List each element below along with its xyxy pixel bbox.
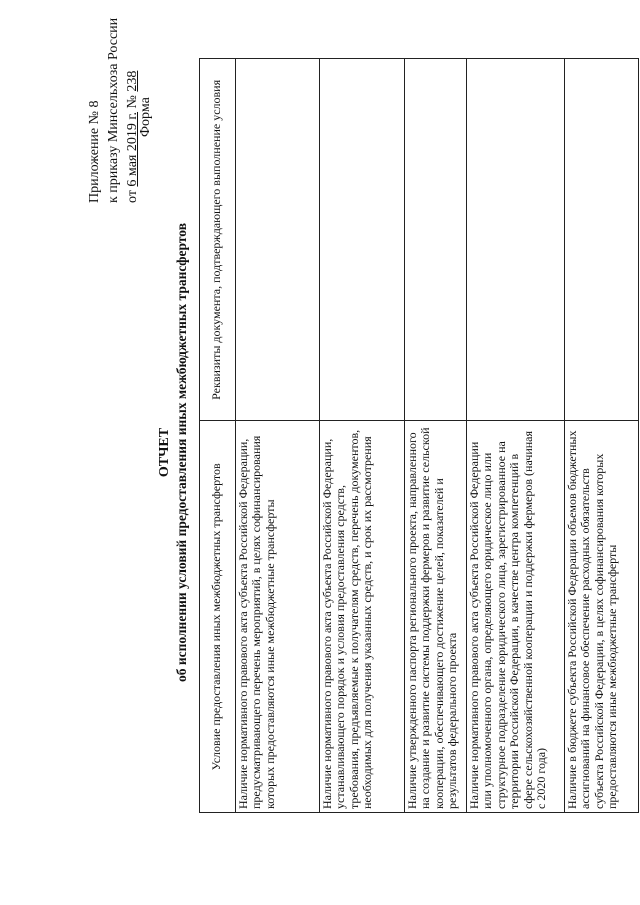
annex-date: 6 мая 2019 г. [125,111,140,187]
table-header-row [200,59,236,813]
requisites-cell [467,59,565,421]
header-requisites: Реквизиты документа, подтверждающего выполнение условия [200,59,236,421]
condition-cell: Наличие нормативного правового акта субъекта Российской Федерации или уполномоченного органа, определяющего юридическое лицо или структурное подразделение юридического лица, зарегистрированное на территории Российской Федерации, в качестве центра компетенций в сфере сельскохозяйственной кооперации и поддержки фермеров (начиная с 2020 года) [467,420,565,812]
table-row [467,59,565,813]
conditions-table [199,58,639,813]
report-title: ОТЧЕТ [157,427,172,478]
condition-cell: Наличие нормативного правового акта субъекта Российской Федерации, устанавливающего порядок и условия предоставления средств, требования, предъявляемые к получателям средств, перечень документов, необходимых для получения указанных средств, и срок их рассмотрения [320,420,405,812]
report-subtitle: об исполнении условий предоставления иных межбюджетных трансфертов [174,223,189,683]
requisites-cell [320,59,405,421]
annex-number: 238 [125,70,140,92]
annex-line-1: Приложение № 8 [87,100,102,203]
annex-from: от [125,190,140,203]
requisites-cell [405,59,467,421]
annex-no-sign: № [125,95,140,109]
table-row [320,59,405,813]
requisites-cell [236,59,320,421]
condition-cell: Наличие в бюджете субъекта Российской Федерации объемов бюджетных ассигнований на финансовое обеспечение расходных обязательств субъекта Российской Федерации, в целях софинансирования которых предоставляются иные межбюджетные трансферты [565,420,639,812]
table-row [405,59,467,813]
table-row [236,59,320,813]
condition-cell: Наличие нормативного правового акта субъекта Российской Федерации, предусматривающего перечень мероприятий, в целях софинансирования которых предоставляются иные межбюджетные трансферты [236,420,320,812]
annex-block [85,18,142,203]
form-label: Форма [138,97,153,137]
table-row [565,59,639,813]
condition-cell: Наличие утвержденного паспорта регионального проекта, направленного на создание и развитие системы поддержки фермеров и развитие сельской кооперации, обеспечивающего достижение целей, показателей и результатов федерального проекта [405,420,467,812]
annex-line-2: к приказу Минсельхоза России [106,17,121,203]
header-condition: Условие предоставления иных межбюджетных трансфертов [200,420,236,812]
requisites-cell [565,59,639,421]
